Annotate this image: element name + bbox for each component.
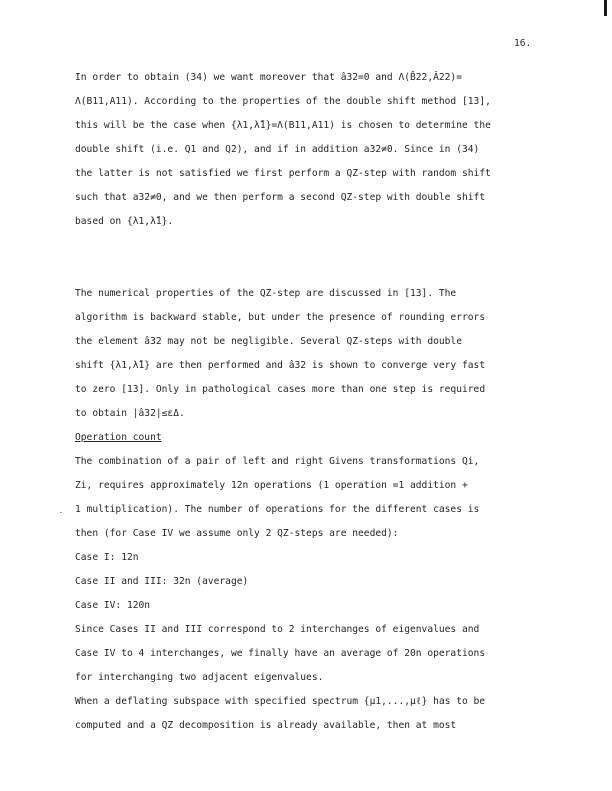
text-line: Case IV to 4 interchanges, we finally have an average of 20n operations bbox=[75, 648, 486, 659]
body-text bbox=[75, 66, 535, 738]
text-line: shift {λ1,λ̄1} are then performed and â32 is shown to converge very fast bbox=[75, 360, 486, 371]
text-line: Case IV: 120n bbox=[75, 600, 151, 611]
text-line: Case I: 12n bbox=[75, 552, 139, 563]
text-line: The numerical properties of the QZ-step are discussed in [13]. The bbox=[75, 288, 457, 299]
text-line: the element â32 may not be negligible. Several QZ-steps with double bbox=[75, 336, 462, 347]
text-line: such that a32≠0, and we then perform a second QZ-step with double shift bbox=[75, 192, 486, 203]
text-line: based on {λ1,λ̄1}. bbox=[75, 216, 174, 227]
text-line: then (for Case IV we assume only 2 QZ-steps are needed): bbox=[75, 528, 399, 539]
paragraph-gap bbox=[75, 234, 535, 258]
text-line: When a deflating subspace with specified spectrum {μ1,...,μℓ} has to be bbox=[75, 696, 486, 707]
text-line: double shift (i.e. Q1 and Q2), and if in addition a32≠0. Since in (34) bbox=[75, 144, 480, 155]
text-line: Λ(B11,A11). According to the properties of the double shift method [13], bbox=[75, 96, 491, 107]
text-line: Since Cases II and III correspond to 2 interchanges of eigenvalues and bbox=[75, 624, 480, 635]
text-line: 1 multiplication). The number of operations for the different cases is bbox=[75, 504, 480, 515]
text-line: to zero [13]. Only in pathological cases more than one step is required bbox=[75, 384, 486, 395]
scan-edge-mark bbox=[604, 0, 607, 16]
paragraph-gap bbox=[75, 258, 535, 282]
section-heading: Operation count bbox=[75, 432, 162, 443]
text-line: for interchanging two adjacent eigenvalues. bbox=[75, 672, 324, 683]
text-line: to obtain |â32|≤εΔ. bbox=[75, 408, 185, 419]
text-line: algorithm is backward stable, but under the presence of rounding errors bbox=[75, 312, 486, 323]
page-number: 16. bbox=[514, 38, 532, 49]
text-line: the latter is not satisfied we first perform a QZ-step with random shift bbox=[75, 168, 491, 179]
text-line: Case II and III: 32n (average) bbox=[75, 576, 249, 587]
text-line: In order to obtain (34) we want moreover that â32=0 and Λ(B̂22,Â22)= bbox=[75, 72, 462, 83]
text-line: this will be the case when {λ1,λ̄1}=Λ(B11,A11) is chosen to determine the bbox=[75, 120, 491, 131]
text-line: The combination of a pair of left and right Givens transformations Qi, bbox=[75, 456, 480, 467]
scan-speck bbox=[60, 512, 62, 513]
text-line: Zi, requires approximately 12n operations (1 operation =1 addition + bbox=[75, 480, 468, 491]
text-line: computed and a QZ decomposition is already available, then at most bbox=[75, 720, 457, 731]
